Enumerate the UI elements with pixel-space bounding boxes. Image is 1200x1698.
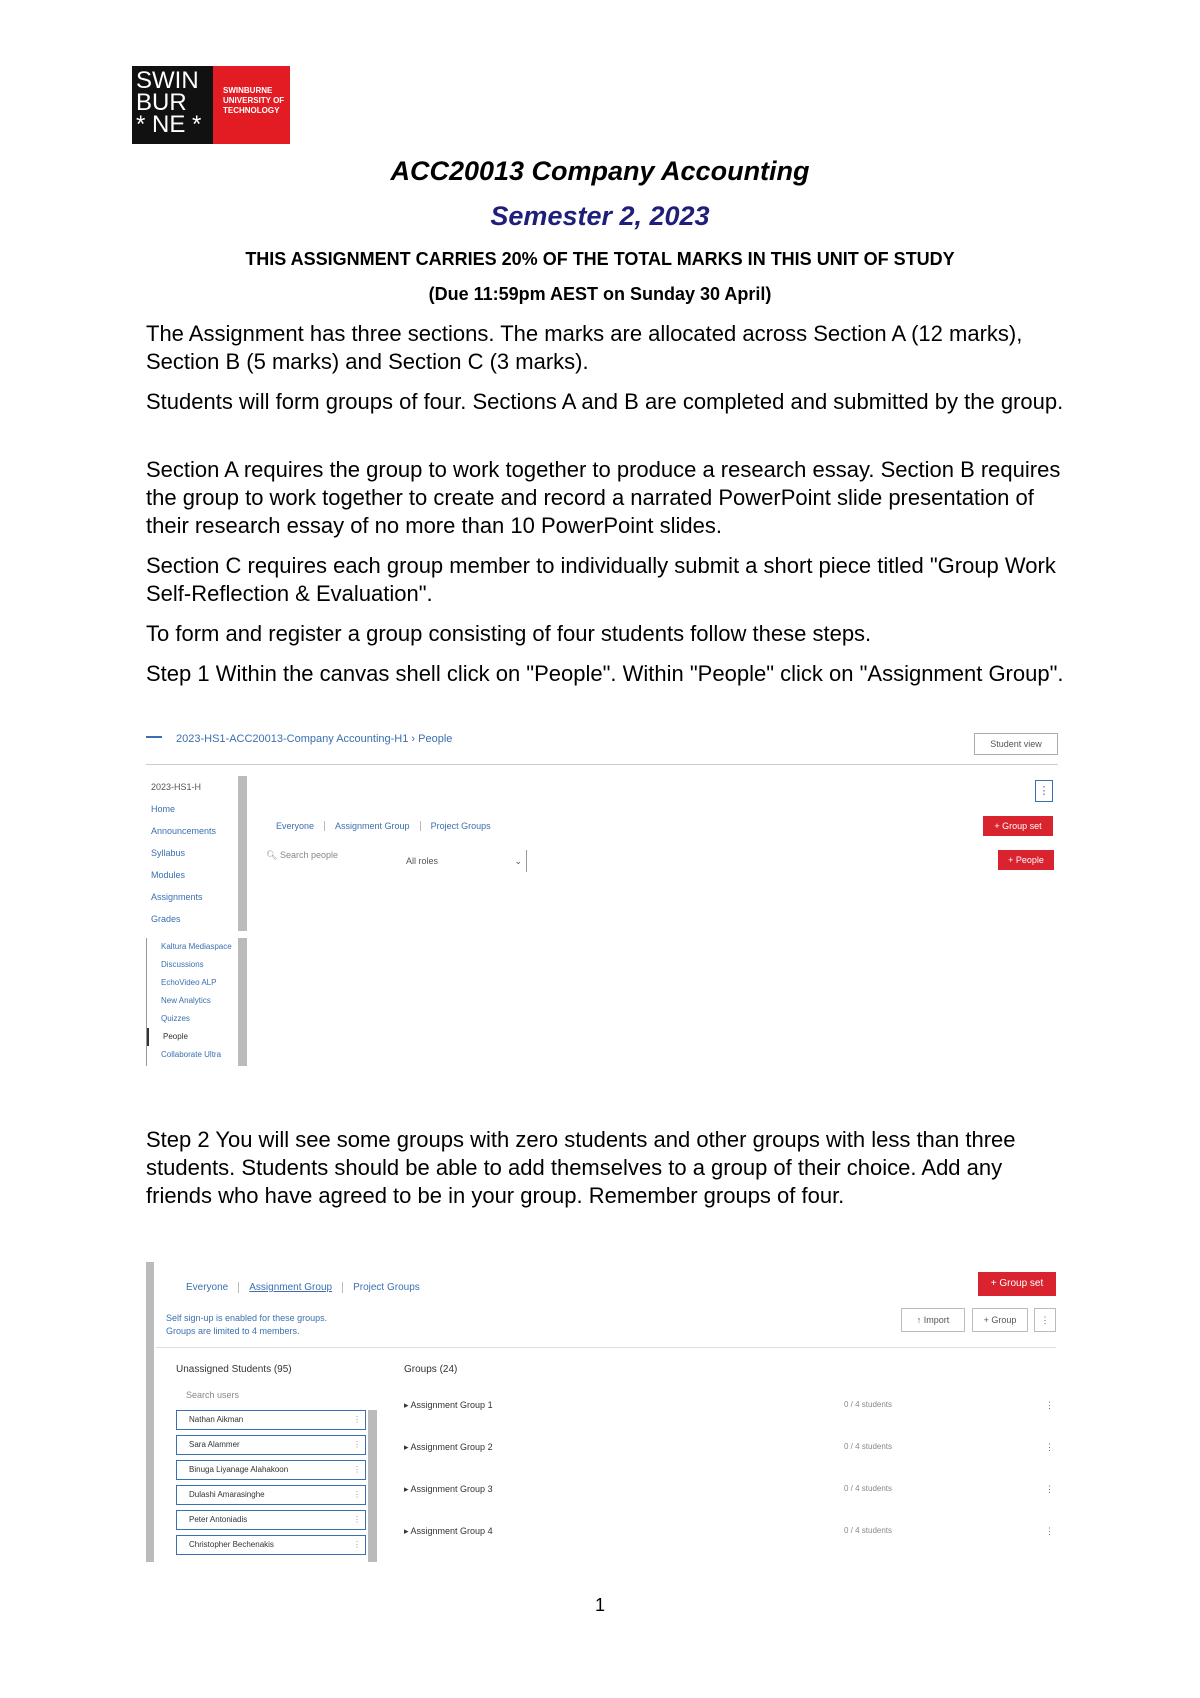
sidebar-item-people[interactable]: People (147, 1028, 239, 1046)
unassigned-students-header: Unassigned Students (95) (176, 1364, 292, 1375)
group-row[interactable] (404, 1484, 1054, 1504)
unassigned-student-list (176, 1410, 366, 1560)
semester-title: Semester 2, 2023 (490, 201, 710, 231)
group-name-text: Assignment Group 1 (410, 1400, 493, 1410)
logo-name-line-3: TECHNOLOGY (223, 106, 280, 115)
left-scrollbar[interactable] (146, 1262, 154, 1562)
paragraph-groups: Students will form groups of four. Sections A and B are completed and submitted by the group. (146, 389, 1064, 414)
sidebar-scrollbar[interactable] (238, 776, 247, 931)
tab-everyone[interactable]: Everyone (266, 821, 325, 831)
sidebar-item-quizzes[interactable]: Quizzes (161, 1014, 190, 1023)
swinburne-logo (132, 66, 290, 144)
list-item[interactable]: Nathan Aikman ⋮ (176, 1410, 366, 1430)
logo-wordmark (132, 66, 213, 144)
sidebar-course-code: 2023-HS1-H (151, 782, 202, 792)
group-name: ▸ Assignment Group 3 (404, 1484, 493, 1494)
paragraph-section-c: Section C requires each group member to individually submit a short piece titled "Group Work Self-Reflection & Evaluation". (146, 553, 1056, 606)
divider (156, 1347, 1056, 1348)
paragraph-sections: The Assignment has three sections. The marks are allocated across Section A (12 marks), Section B (5 marks) and Section C (3 marks). (146, 321, 1023, 374)
group-count: 0 / 4 students (844, 1442, 893, 1451)
list-item[interactable]: Dulashi Amarasinghe ⋮ (176, 1485, 366, 1505)
course-nav-sidebar-lower (146, 938, 239, 1066)
tab-project-groups[interactable]: Project Groups (430, 821, 491, 831)
list-item[interactable]: Sara Alammer ⋮ (176, 1435, 366, 1455)
logo-university-name (213, 66, 290, 144)
search-users-input[interactable]: Search users (186, 1390, 240, 1400)
sidebar-item-grades[interactable]: Grades (151, 914, 181, 924)
student-list-scrollbar[interactable] (368, 1410, 377, 1562)
sidebar-item-echovideo[interactable]: EchoVideo ALP (161, 978, 217, 987)
self-signup-info: Self sign-up is enabled for these groups. (166, 1313, 328, 1323)
import-button[interactable]: ↑ Import (901, 1308, 965, 1332)
tab-project-groups[interactable]: Project Groups (353, 1282, 420, 1293)
paragraph-section-ab: Section A requires the group to work together to produce a research essay. Section B requires the group to work together to create and record a narrated PowerPoint slide presentation of their research essay of no more than 10 PowerPoint slides. (146, 457, 1061, 538)
group-count: 0 / 4 students (844, 1484, 893, 1493)
add-group-set-button[interactable]: + Group set (983, 816, 1053, 836)
screenshot-assignment-groups (146, 1262, 1066, 1562)
tab-assignment-group[interactable]: Assignment Group (325, 821, 421, 831)
group-tabs (176, 1282, 430, 1293)
hamburger-menu-icon[interactable] (146, 736, 162, 738)
group-name: ▸ Assignment Group 4 (404, 1526, 493, 1536)
groups-header: Groups (24) (404, 1364, 458, 1375)
student-view-button[interactable]: Student view (974, 733, 1058, 755)
paragraph-step-1: Step 1 Within the canvas shell click on "People". Within "People" click on "Assignment Group". (146, 661, 1064, 686)
kebab-icon[interactable]: ⋮ (1045, 1484, 1054, 1494)
course-title: ACC20013 Company Accounting (390, 156, 810, 186)
search-icon: 🔍︎ (266, 850, 280, 860)
header-divider (146, 764, 1058, 765)
logo-name-line-2: UNIVERSITY OF (223, 96, 285, 105)
sidebar-lower-scrollbar[interactable] (238, 938, 247, 1066)
add-group-set-button[interactable]: + Group set (978, 1272, 1056, 1296)
sidebar-item-syllabus[interactable]: Syllabus (151, 848, 186, 858)
group-row[interactable] (404, 1400, 1054, 1420)
sidebar-item-announcements[interactable]: Announcements (151, 826, 217, 836)
sidebar-item-modules[interactable]: Modules (151, 870, 186, 880)
group-info (166, 1312, 327, 1338)
group-count: 0 / 4 students (844, 1400, 893, 1409)
sidebar-item-kaltura[interactable]: Kaltura Mediaspace (161, 942, 232, 951)
list-item[interactable]: Christopher Bechenakis ⋮ (176, 1535, 366, 1555)
group-name-text: Assignment Group 3 (410, 1484, 493, 1494)
role-select-value: All roles (406, 856, 439, 866)
search-placeholder: Search people (279, 850, 338, 860)
add-group-button[interactable]: + Group (972, 1308, 1028, 1332)
kebab-icon[interactable]: ⋮ (1045, 1442, 1054, 1452)
group-name-text: Assignment Group 2 (410, 1442, 493, 1452)
logo-line-2: BUR (136, 89, 187, 116)
group-name: ▸ Assignment Group 2 (404, 1442, 493, 1452)
logo-line-1: SWIN (136, 67, 199, 94)
paragraph-steps-intro: To form and register a group consisting of four students follow these steps. (146, 621, 872, 646)
role-select[interactable] (406, 850, 527, 872)
assignment-weight: THIS ASSIGNMENT CARRIES 20% OF THE TOTAL MARKS IN THIS UNIT OF STUDY (245, 249, 955, 269)
tab-everyone[interactable]: Everyone (176, 1282, 239, 1293)
sidebar-item-collaborate[interactable]: Collaborate Ultra (161, 1050, 222, 1059)
kebab-icon[interactable]: ⋮ (1045, 1526, 1054, 1536)
group-name-text: Assignment Group 4 (410, 1526, 493, 1536)
more-options-button[interactable]: ⋮ (1034, 1308, 1056, 1332)
add-people-button[interactable]: + People (998, 850, 1054, 870)
group-count: 0 / 4 students (844, 1526, 893, 1535)
list-item[interactable]: Binuga Liyanage Alahakoon ⋮ (176, 1460, 366, 1480)
logo-name-line-1: SWINBURNE (223, 86, 273, 95)
group-row[interactable] (404, 1442, 1054, 1462)
sidebar-item-discussions[interactable]: Discussions (161, 960, 204, 969)
people-tabs (266, 821, 501, 831)
page-number: 1 (594, 1595, 605, 1615)
options-kebab-button[interactable]: ⋮ (1035, 780, 1053, 802)
due-date: (Due 11:59pm AEST on Sunday 30 April) (428, 284, 772, 304)
tab-assignment-group[interactable]: Assignment Group (239, 1282, 343, 1293)
list-item[interactable]: Peter Antoniadis ⋮ (176, 1510, 366, 1530)
screenshot-canvas-people (146, 728, 1058, 1068)
sidebar-item-assignments[interactable]: Assignments (151, 892, 203, 902)
chevron-down-icon: ⌄ (514, 856, 522, 866)
canvas-breadcrumb[interactable]: 2023-HS1-ACC20013-Company Accounting-H1 › People (176, 733, 453, 745)
sidebar-item-analytics[interactable]: New Analytics (161, 996, 211, 1005)
group-name: ▸ Assignment Group 1 (404, 1400, 493, 1410)
course-nav-sidebar (146, 776, 246, 930)
paragraph-step-2: Step 2 You will see some groups with zero students and other groups with less than three students. Students should be able to add themselves to a group of their choice. Add any friends who have agreed to be in your group. Remember groups of four. (146, 1127, 1016, 1208)
group-row[interactable] (404, 1526, 1054, 1546)
sidebar-item-home[interactable]: Home (151, 804, 176, 814)
logo-line-3: * NE * (136, 111, 202, 138)
group-limit-info: Groups are limited to 4 members. (166, 1326, 300, 1336)
kebab-icon[interactable]: ⋮ (1045, 1400, 1054, 1410)
